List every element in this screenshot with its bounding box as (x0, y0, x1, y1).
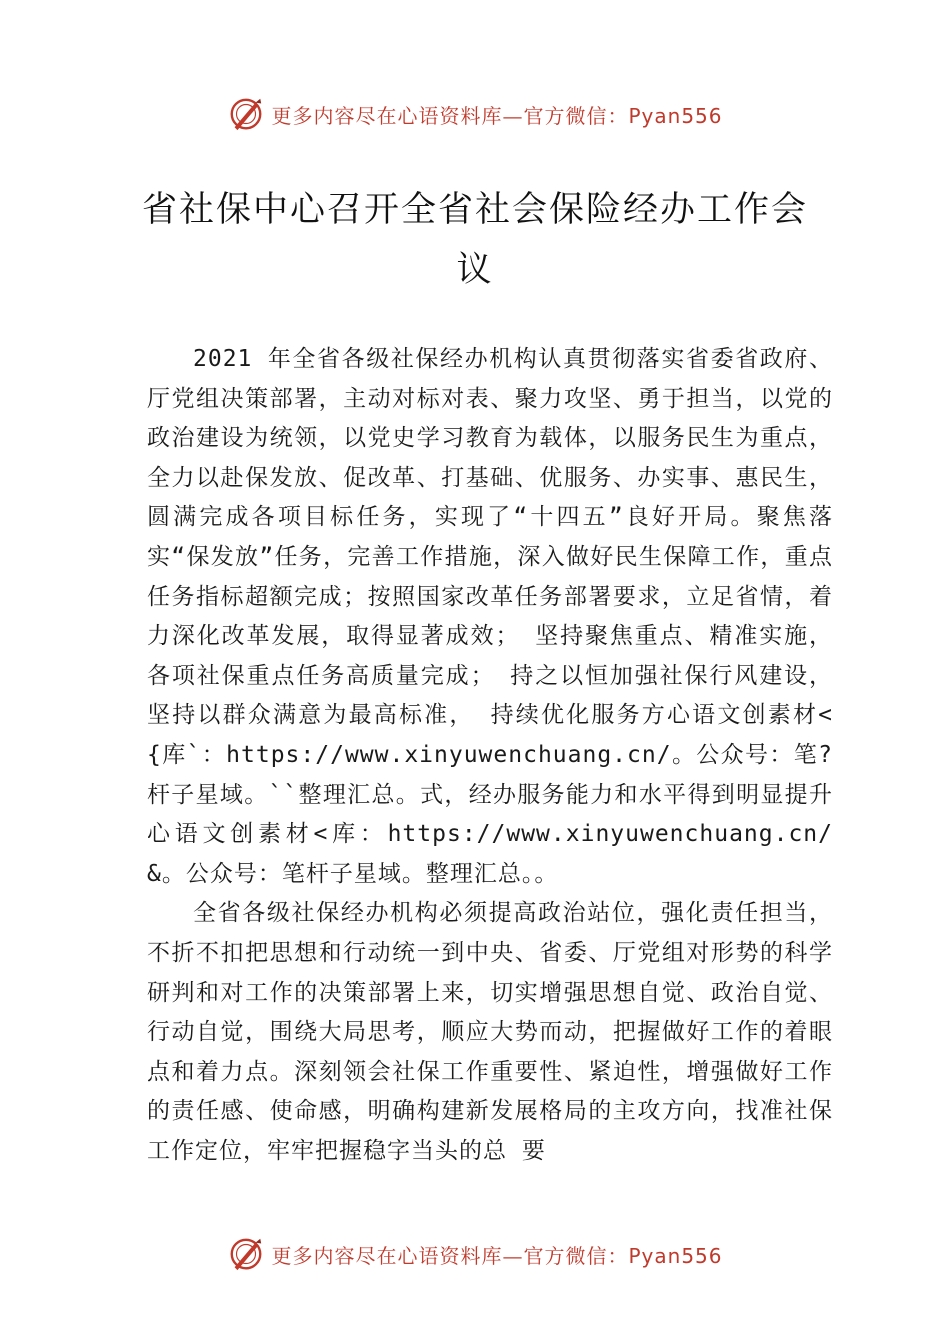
header-banner (0, 92, 950, 136)
paragraph: 2021 年全省各级社保经办机构认真贯彻落实省委省政府、厅党组决策部署，主动对标对表、聚力攻坚、勇于担当，以党的政治建设为统领，以党史学习教育为载体，以服务民生为重点，全力以赴保发放、促改革、打基础、优服务、办实事、惠民生，圆满完成各项目标任务，实现了“十四五”良好开局。聚焦落实“保发放”任务，完善工作措施，深入做好民生保障工作，重点任务指标超额完成；按照国家改革任务部署要求，立足省情，着力深化改革发展，取得显著成效； 坚持聚焦重点、精准实施，各项社保重点任务高质量完成； 持之以恒加强社保行风建设，坚持以群众满意为最高标准， 持续优化服务方心语文创素材<{库`：https://www.xinyuwenchuang.cn/。公众号：笔?杆子星域。``整理汇总。式，经办服务能力和水平得到明显提升心语文创素材<库：https://www.xinyuwenchuang.cn/&。公众号：笔杆子星域。整理汇总。。 (147, 346, 833, 887)
footer-banner (0, 1232, 950, 1276)
banner-label: 更多内容尽在心语资料库—官方微信： (271, 1243, 629, 1268)
banner-text (271, 100, 722, 129)
banner-text (271, 1240, 722, 1269)
banner-label: 更多内容尽在心语资料库—官方微信： (271, 103, 629, 128)
pen-seal-icon (227, 95, 265, 133)
document-title: 省社保中心召开全省社会保险经办工作会议 (141, 190, 808, 290)
wechat-id: Pyan556 (628, 103, 723, 128)
wechat-id: Pyan556 (628, 1243, 723, 1268)
paragraph: 全省各级社保经办机构必须提高政治站位，强化责任担当，不折不扣把思想和行动统一到中央、省委、厅党组对形势的科学研判和对工作的决策部署上来，切实增强思想自觉、政治自觉、行动自觉，围绕大局思考，顺应大势而动，把握做好工作的着眼点和着力点。深刻领会社保工作重要性、紧迫性，增强做好工作的责任感、使命感，明确构建新发展格局的主攻方向，找准社保工作定位，牢牢把握稳字当头的总 要 (147, 900, 833, 1164)
document-body (147, 340, 833, 1171)
pen-seal-icon (227, 1235, 265, 1273)
